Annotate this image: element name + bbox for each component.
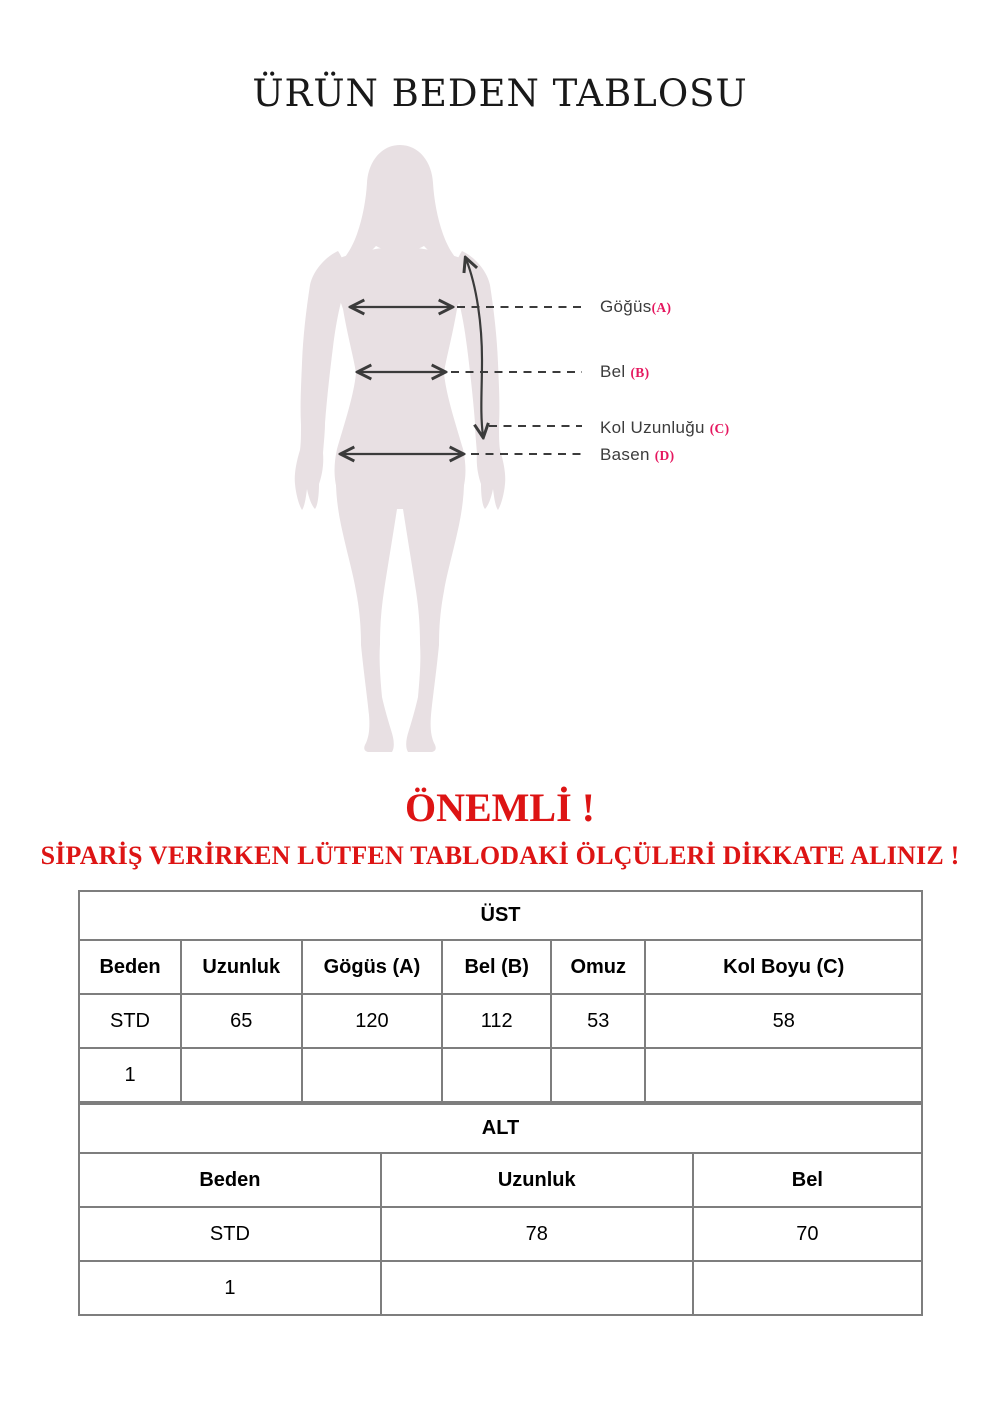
measurement-label-text: Göğüs	[600, 297, 652, 316]
table-cell	[645, 1048, 922, 1102]
silhouette-shapes	[295, 145, 506, 752]
table-cell	[551, 1048, 645, 1102]
measurement-code: (D)	[654, 448, 675, 463]
measurement-label-bel	[600, 361, 649, 383]
measurement-label-text: Bel	[600, 362, 631, 381]
female-silhouette-graphic	[280, 135, 610, 765]
table-row	[79, 1261, 922, 1315]
table-cell: STD	[79, 1207, 381, 1261]
measurement-code: (A)	[651, 300, 672, 315]
table-cell: 78	[381, 1207, 693, 1261]
page-title: ÜRÜN BEDEN TABLOSU	[252, 72, 748, 115]
table-row	[79, 1207, 922, 1261]
measurement-code: (B)	[630, 365, 650, 380]
column-header: Beden	[79, 940, 181, 994]
lower-size-table	[78, 1103, 923, 1316]
important-heading: ÖNEMLİ !	[405, 785, 595, 830]
column-header: Uzunluk	[381, 1153, 693, 1207]
table-cell	[181, 1048, 302, 1102]
column-header: Kol Boyu (C)	[645, 940, 922, 994]
table-cell: 53	[551, 994, 645, 1048]
table-cell	[693, 1261, 922, 1315]
lower-table-caption: ALT	[79, 1104, 922, 1153]
column-header: Bel	[693, 1153, 922, 1207]
measurement-label-kol-uzunlugu	[600, 417, 729, 439]
upper-table-caption: ÜST	[79, 891, 922, 940]
table-cell: 112	[442, 994, 551, 1048]
table-cell	[302, 1048, 443, 1102]
table-cell	[442, 1048, 551, 1102]
table-cell: STD	[79, 994, 181, 1048]
measurement-label-text: Basen	[600, 445, 655, 464]
table-row	[79, 1048, 922, 1102]
measurement-label-basen	[600, 444, 674, 466]
column-header: Uzunluk	[181, 940, 302, 994]
table-cell: 70	[693, 1207, 922, 1261]
table-cell: 1	[79, 1261, 381, 1315]
size-tables	[78, 890, 923, 1316]
table-cell: 120	[302, 994, 443, 1048]
column-header: Bel (B)	[442, 940, 551, 994]
upper-size-table	[78, 890, 923, 1103]
table-cell: 1	[79, 1048, 181, 1102]
table-cell	[381, 1261, 693, 1315]
table-row	[79, 994, 922, 1048]
measurement-label-gogus	[600, 296, 671, 318]
table-cell: 65	[181, 994, 302, 1048]
column-header: Gögüs (A)	[302, 940, 443, 994]
column-header: Omuz	[551, 940, 645, 994]
measurement-code: (C)	[709, 421, 730, 436]
warning-text: SİPARİŞ VERİRKEN LÜTFEN TABLODAKİ ÖLÇÜLERİ DİKKATE ALINIZ !	[40, 841, 960, 870]
table-cell: 58	[645, 994, 922, 1048]
column-header: Beden	[79, 1153, 381, 1207]
measurement-label-text: Kol Uzunluğu	[600, 418, 710, 437]
